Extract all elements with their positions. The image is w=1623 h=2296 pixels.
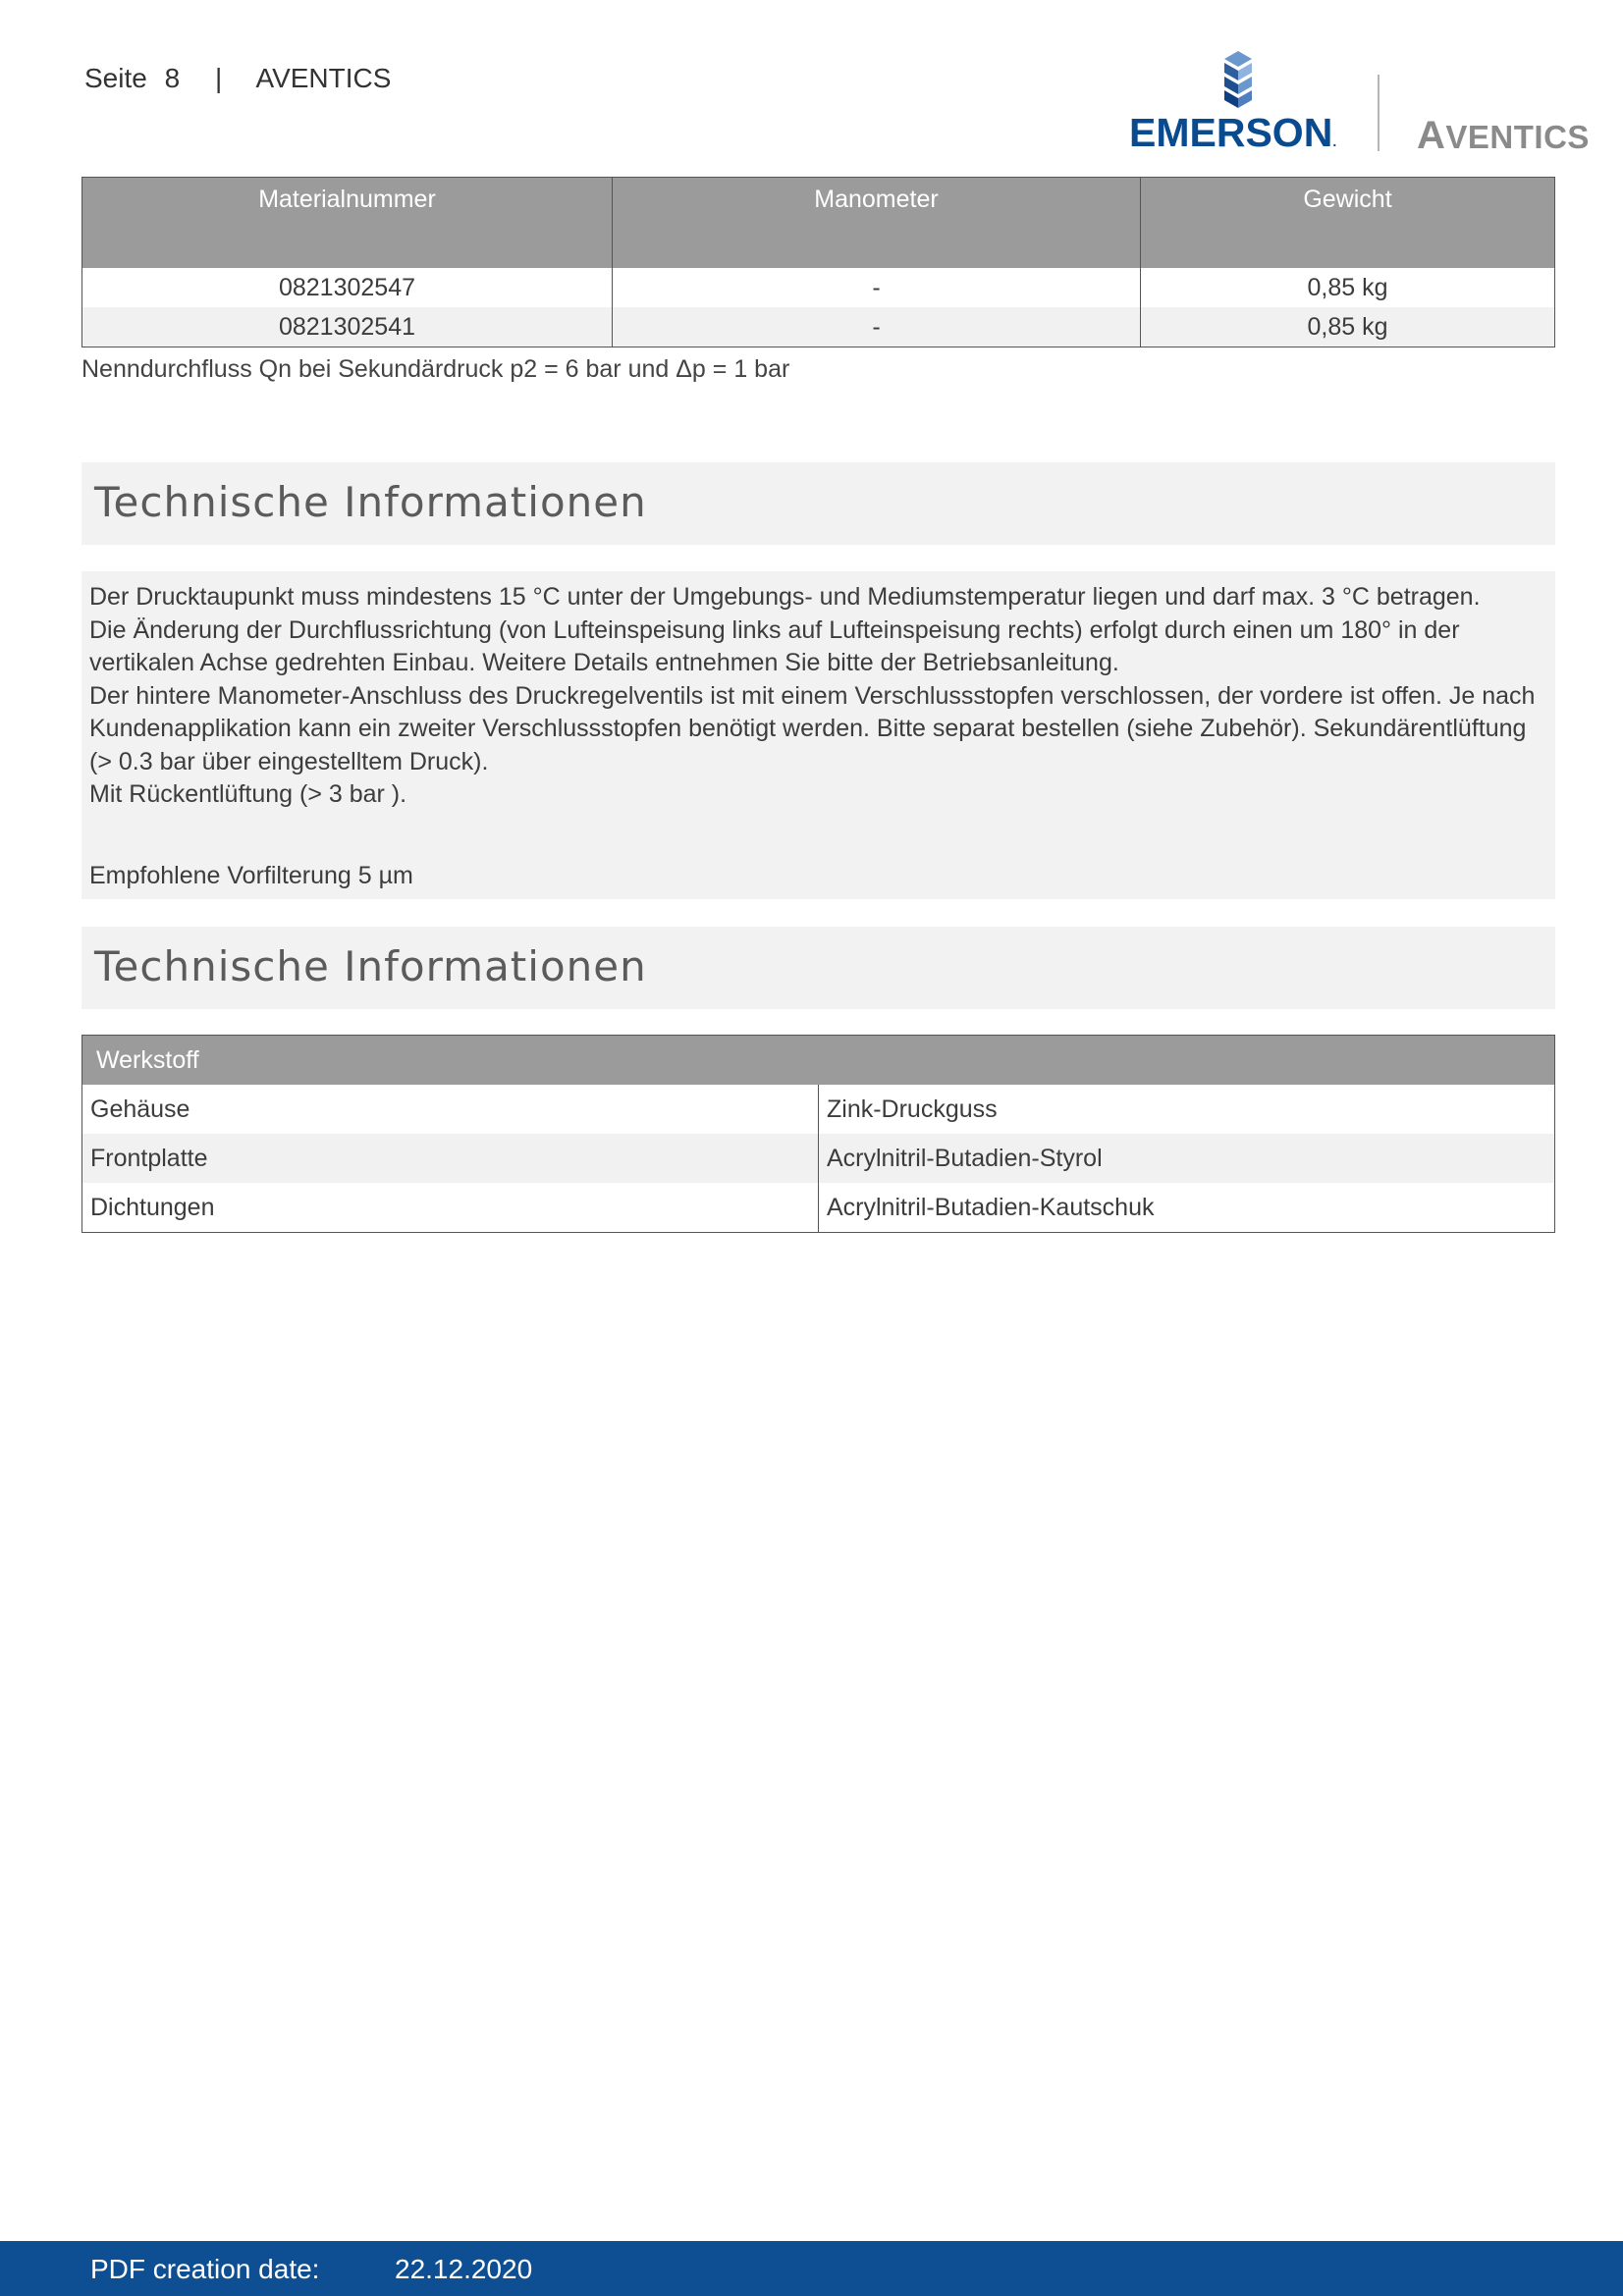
info-paragraph: Die Änderung der Durchflussrichtung (von Lufteinspeisung links auf Lufteinspeisung rechts) erfolgt durch einen um 180° in der vertikalen Achse gedrehten Einbau. Weitere Details entnehmen Sie bitte der Betriebsanleitung. [89, 615, 1460, 676]
page-label: Seite [84, 63, 147, 93]
table-row [82, 307, 1555, 347]
emerson-mark-icon [1213, 51, 1264, 110]
page-number: 8 [164, 63, 181, 93]
info-paragraphs [89, 581, 1548, 812]
col-header-werkstoff: Werkstoff [82, 1036, 1555, 1086]
footer-label: PDF creation date: [90, 2254, 320, 2284]
footer-date: 22.12.2020 [395, 2254, 533, 2284]
page-header [84, 63, 391, 94]
table-row [82, 1183, 1555, 1233]
flow-note: Nenndurchfluss Qn bei Sekundärdruck p2 = 6 bar und Δp = 1 bar [81, 355, 790, 383]
logo-divider [1378, 75, 1380, 151]
emerson-aventics-logo [1129, 51, 1600, 159]
cell-component: Dichtungen [90, 1193, 215, 1221]
cell-material: Acrylnitril-Butadien-Kautschuk [819, 1183, 1555, 1233]
prefilter-note: Empfohlene Vorfilterung 5 µm [89, 862, 413, 889]
technical-info-box [81, 571, 1555, 899]
footer-bar [0, 2241, 1623, 2296]
section-title: Technische Informationen [94, 478, 647, 526]
header-brand: AVENTICS [255, 63, 392, 93]
emerson-wordmark: EMERSON. [1129, 110, 1337, 155]
info-paragraph: Mit Rückentlüftung (> 3 bar ). [89, 780, 407, 808]
cell-material: Zink-Druckguss [819, 1085, 1555, 1134]
aventics-wordmark: AVENTICS [1417, 114, 1590, 157]
info-paragraph: Der Drucktaupunkt muss mindestens 15 °C unter der Umgebungs- und Mediumstemperatur liegen und darf max. 3 °C betragen. [89, 583, 1481, 611]
info-paragraph: Der hintere Manometer-Anschluss des Druckregelventils ist mit einem Verschlussstopfen verschlossen, der vordere ist offen. Je nach Kundenapplikation kann ein zweiter Verschlussstopfen benötigt werden. Bitte separat bestellen (siehe Zubehör). Sekundärentlüftung (> 0.3 bar über eingestelltem Druck). [89, 681, 1536, 775]
cell-materialnummer: 0821302541 [82, 307, 613, 347]
section-heading-2 [81, 927, 1555, 1009]
col-header-materialnummer: Materialnummer [82, 178, 613, 269]
cell-component: Gehäuse [90, 1095, 190, 1123]
header-separator: | [214, 63, 223, 93]
cell-gewicht: 0,85 kg [1141, 307, 1555, 347]
col-header-manometer: Manometer [613, 178, 1141, 269]
section-title: Technische Informationen [94, 942, 647, 990]
cell-materialnummer: 0821302547 [278, 273, 416, 301]
cell-manometer: - [613, 307, 1141, 347]
table-row [82, 268, 1555, 307]
cell-component: Frontplatte [82, 1134, 819, 1183]
cell-material: Acrylnitril-Butadien-Styrol [819, 1134, 1555, 1183]
section-heading-1 [81, 462, 1555, 545]
table-row [82, 1134, 1555, 1183]
material-table [81, 177, 1555, 347]
col-header-gewicht: Gewicht [1141, 178, 1555, 269]
material-properties-table [81, 1035, 1555, 1233]
table-row [82, 1085, 1555, 1134]
cell-manometer: - [613, 268, 1141, 307]
cell-gewicht: 0,85 kg [1141, 268, 1555, 307]
